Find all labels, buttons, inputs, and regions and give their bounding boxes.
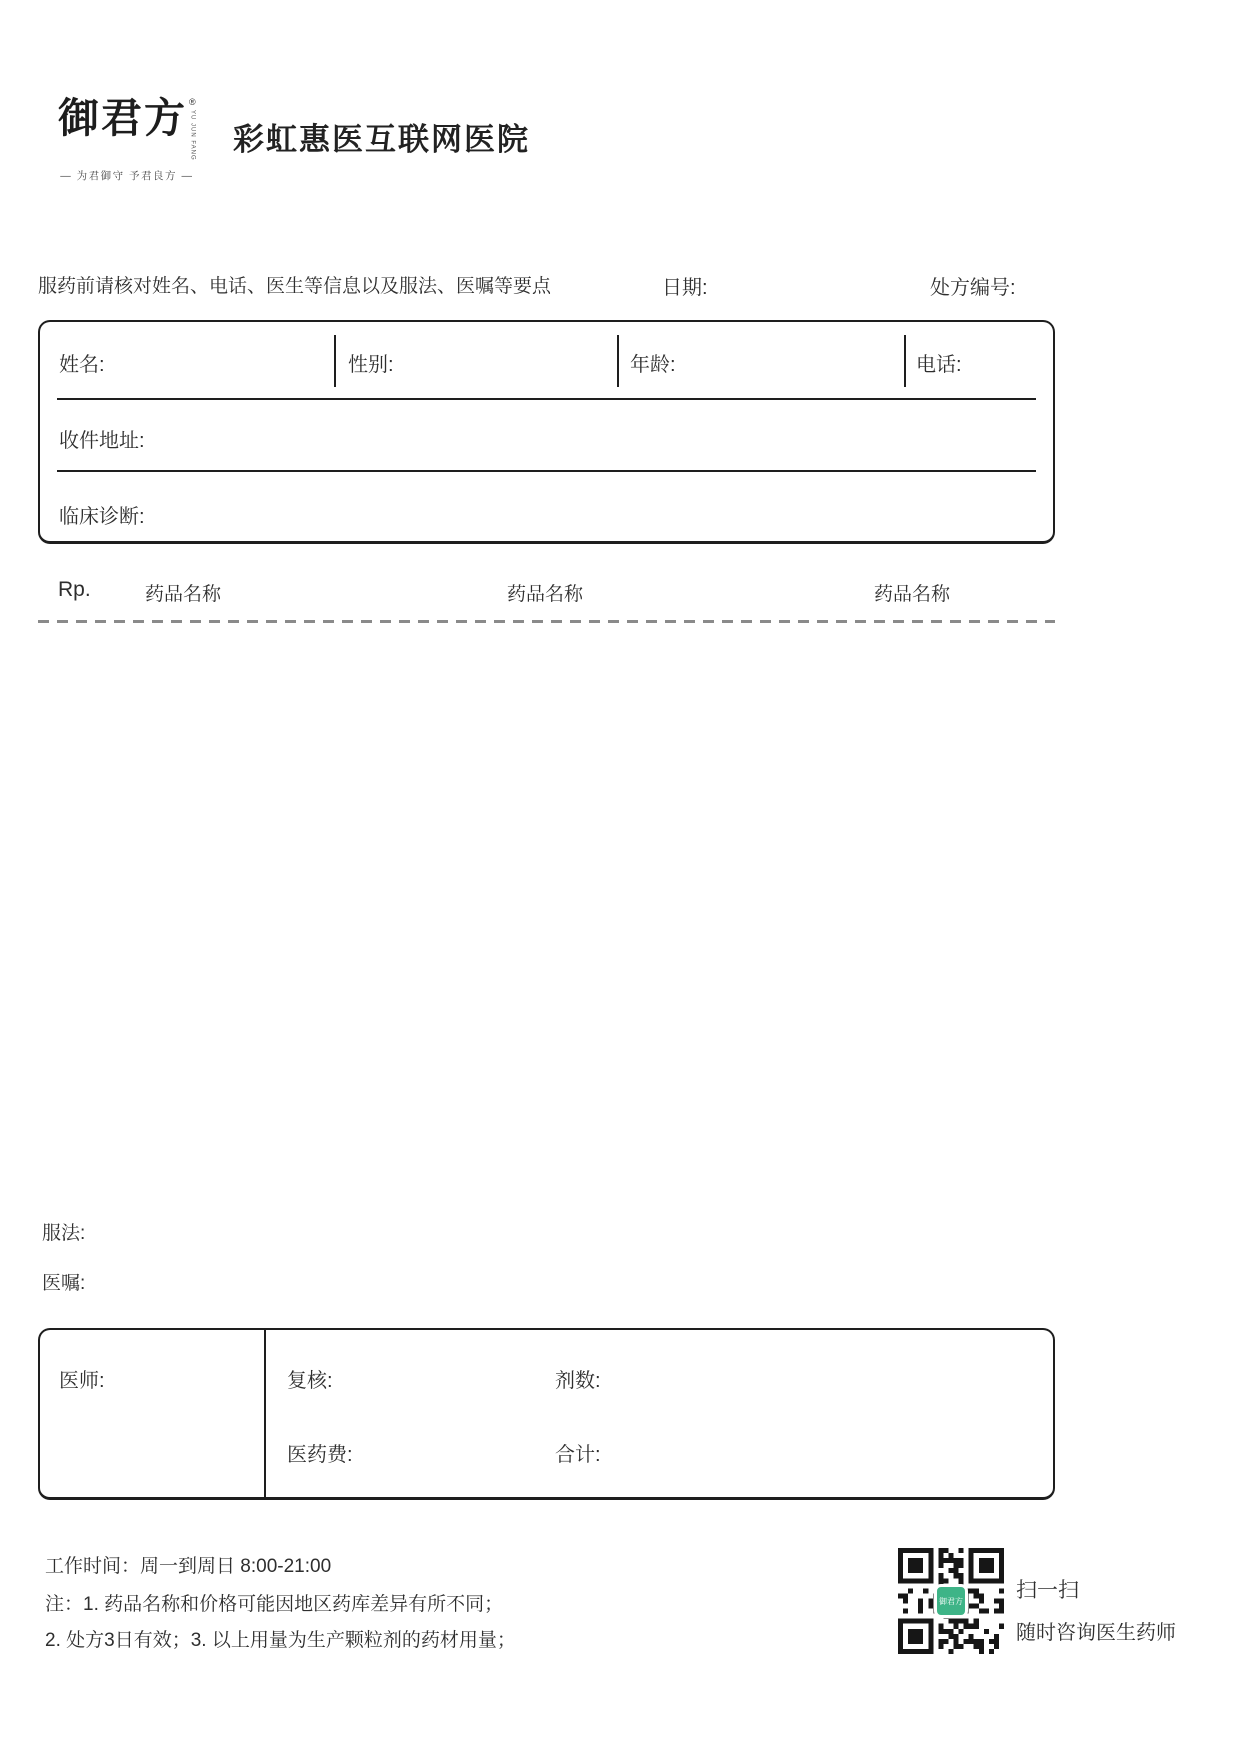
scan-caption: 扫一扫: [1016, 1579, 1079, 1602]
logo-vertical-text: YU JUN FANG: [189, 110, 196, 161]
gender-label: 性别:: [348, 354, 394, 376]
drug-name-column-header: 药品名称: [874, 584, 951, 605]
consult-caption: 随时咨询医生药师: [1016, 1622, 1176, 1644]
date-label: 日期:: [662, 277, 708, 299]
dashed-separator: [38, 620, 1055, 623]
name-label: 姓名:: [59, 354, 105, 376]
qr-code: [898, 1548, 1004, 1654]
usage-label: 服法:: [42, 1223, 86, 1244]
drug-name-column-header: 药品名称: [507, 584, 584, 605]
column-divider: [904, 335, 906, 387]
phone-label: 电话:: [916, 354, 962, 376]
registered-trademark-icon: ®: [189, 97, 196, 107]
column-divider: [617, 335, 619, 387]
drug-name-column-header: 药品名称: [145, 584, 222, 605]
column-divider: [264, 1330, 266, 1497]
logo-tagline: — 为君御守 予君良方 —: [60, 169, 194, 182]
total-label: 合计:: [555, 1444, 601, 1466]
column-divider: [334, 335, 336, 387]
physician-label: 医师:: [59, 1370, 105, 1392]
doses-label: 剂数:: [555, 1370, 601, 1392]
logo-text: 御君方: [58, 94, 187, 142]
patient-info-box: [38, 320, 1055, 544]
working-hours: 工作时间：周一到周日 8:00-21:00: [45, 1556, 332, 1577]
hospital-name: 彩虹惠医互联网医院: [233, 122, 530, 157]
age-label: 年龄:: [630, 354, 676, 376]
brand-logo: [58, 96, 196, 183]
prescription-number-label: 处方编号:: [930, 277, 1016, 299]
address-label: 收件地址:: [59, 430, 145, 452]
patient-row-basic: [40, 322, 1053, 398]
medical-fee-label: 医药费:: [287, 1444, 353, 1466]
doctor-advice-label: 医嘱:: [42, 1273, 86, 1294]
signoff-box: [38, 1328, 1055, 1500]
footnote-2: 2. 处方3日有效；3. 以上用量为生产颗粒剂的药材用量；: [45, 1630, 516, 1651]
row-divider: [57, 398, 1036, 400]
diagnosis-label: 临床诊断:: [59, 506, 145, 528]
row-divider: [57, 470, 1036, 472]
review-label: 复核:: [287, 1370, 333, 1392]
footnote-1: 注：1. 药品名称和价格可能因地区药库差异有所不同；: [45, 1594, 504, 1615]
qr-center-logo: 御君方: [934, 1584, 968, 1618]
verification-notice: 服药前请核对姓名、电话、医生等信息以及服法、医嘱等要点: [38, 276, 552, 297]
rp-label: Rp.: [58, 578, 91, 601]
